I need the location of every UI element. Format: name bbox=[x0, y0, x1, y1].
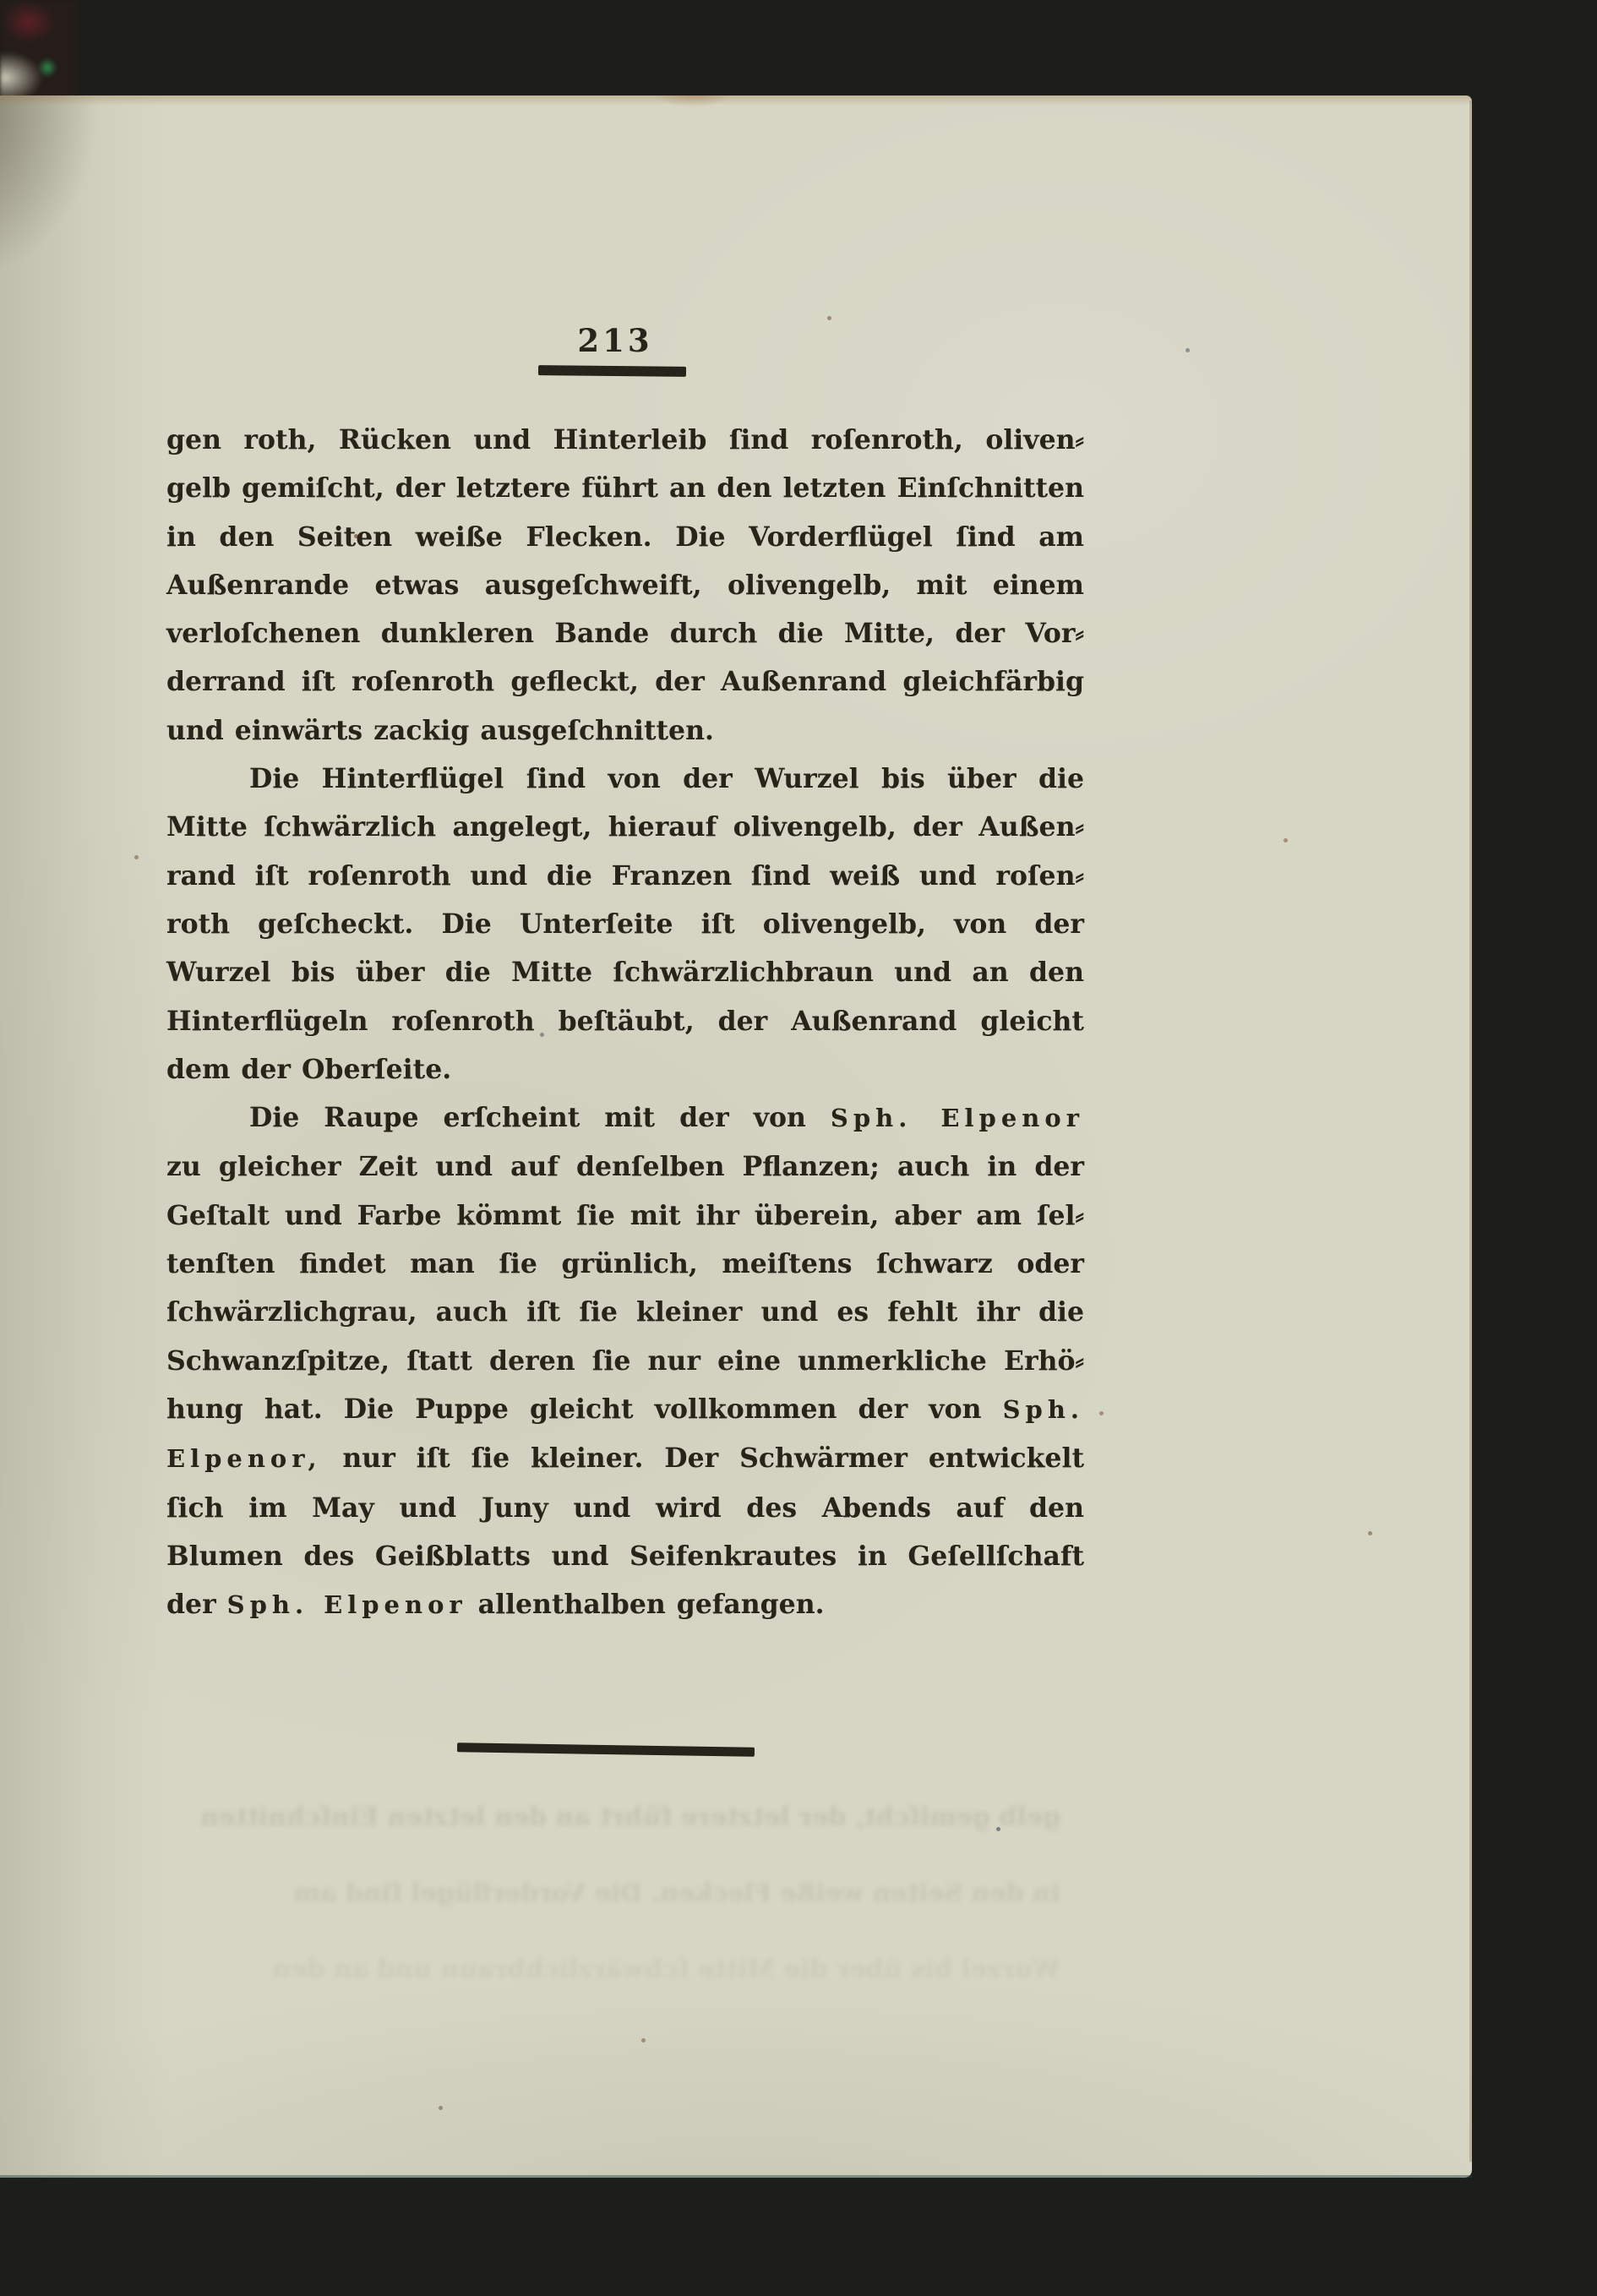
species-name: Elpenor, bbox=[166, 1444, 322, 1474]
text-line: roth geſcheckt. Die Unterſeite iſt olivengelb, von der bbox=[166, 908, 1084, 940]
species-name: Sph. Elpenor bbox=[226, 1590, 467, 1620]
body-text bbox=[166, 416, 1084, 1629]
text-line: Schwanzſpitze, ſtatt deren ſie nur eine unmerkliche Erhö⸗ bbox=[166, 1344, 1084, 1377]
page-number: 213 bbox=[577, 322, 653, 359]
text-line: Blumen des Geißblatts und Seifenkrautes in Geſellſchaft bbox=[166, 1540, 1084, 1572]
show-through-ghost: in den Seiten weiße Flecken. Die Vorderflügel ſind am bbox=[293, 1879, 1060, 1908]
text-line bbox=[166, 1385, 1084, 1434]
show-through-ghost: Wurzel bis über die Mitte ſchwärzlichbraun und an den bbox=[272, 1955, 1060, 1984]
text-line bbox=[166, 1434, 1084, 1483]
text-line: Wurzel bis über die Mitte ſchwärzlichbraun und an den bbox=[166, 957, 1084, 989]
text-line: derrand iſt roſenroth gefleckt, der Außenrand gleichfärbig bbox=[166, 666, 1084, 698]
paragraph-1 bbox=[166, 416, 1084, 755]
text-fragment: nur iſt ſie kleiner. Der Schwärmer entwickelt bbox=[342, 1442, 1084, 1475]
text-line: in den Seiten weiße Flecken. Die Vorderflügel ſind am bbox=[166, 521, 1084, 553]
text-line: tenſten findet man ſie grünlich, meiſtens ſchwarz oder bbox=[166, 1248, 1084, 1280]
text-line: Geſtalt und Farbe kömmt ſie mit ihr überein, aber am ſel⸗ bbox=[166, 1199, 1084, 1231]
text-line: gelb gemiſcht, der letztere führt an den letzten Einſchnitten bbox=[166, 472, 1084, 504]
text-line: und einwärts zackig ausgeſchnitten. bbox=[166, 714, 714, 746]
book-binding-edge bbox=[0, 0, 78, 101]
text-line: rand iſt roſenroth und die Franzen ſind weiß und roſen⸗ bbox=[166, 859, 1084, 892]
section-end-rule bbox=[457, 1742, 755, 1757]
text-line bbox=[166, 1093, 1084, 1143]
paragraph-2 bbox=[166, 755, 1084, 1093]
species-name: Sph. bbox=[1002, 1394, 1084, 1424]
text-line: Mitte ſchwärzlich angelegt, hierauf olivengelb, der Außen⸗ bbox=[166, 811, 1084, 843]
text-line: ſchwärzlichgrau, auch iſt ſie kleiner und es fehlt ihr die bbox=[166, 1296, 1084, 1328]
text-line: zu gleicher Zeit und auf denſelben Pflanzen; auch in der bbox=[166, 1151, 1084, 1183]
species-name: Sph. Elpenor bbox=[830, 1104, 1084, 1133]
text-line: verloſchenen dunkleren Bande durch die Mitte, der Vor⸗ bbox=[166, 618, 1084, 650]
scanned-book-page bbox=[0, 95, 1472, 2178]
text-line: Hinterflügeln roſenroth beſtäubt, der Außenrand gleicht bbox=[166, 1005, 1084, 1037]
text-line: Die Hinterflügel ſind von der Wurzel bis über die bbox=[249, 763, 1084, 795]
text-line: Außenrande etwas ausgeſchweift, olivengelb, mit einem bbox=[166, 569, 1084, 601]
text-line bbox=[166, 1580, 1084, 1629]
paragraph-3 bbox=[166, 1093, 1084, 1629]
page-right-edge bbox=[1469, 101, 1472, 2162]
paper-specks bbox=[0, 95, 3, 98]
text-line: gen roth, Rücken und Hinterleib ſind roſenroth, oliven⸗ bbox=[166, 424, 1084, 455]
page-bottom-edge bbox=[0, 2175, 1472, 2178]
text-line: dem der Oberſeite. bbox=[166, 1053, 452, 1085]
show-through-ghost: gelb gemiſcht, der letztere führt an den letzten Einſchnitten bbox=[200, 1802, 1060, 1832]
text-fragment: allenthalben gefangen. bbox=[477, 1589, 825, 1621]
text-fragment: hung hat. Die Puppe gleicht vollkommen der von bbox=[166, 1393, 982, 1425]
text-fragment: Die Raupe erſcheint mit der von bbox=[249, 1102, 806, 1134]
text-fragment: der bbox=[166, 1589, 216, 1621]
text-line: ſich im May und Juny und wird des Abends auf den bbox=[166, 1492, 1084, 1524]
header-rule bbox=[538, 365, 686, 377]
